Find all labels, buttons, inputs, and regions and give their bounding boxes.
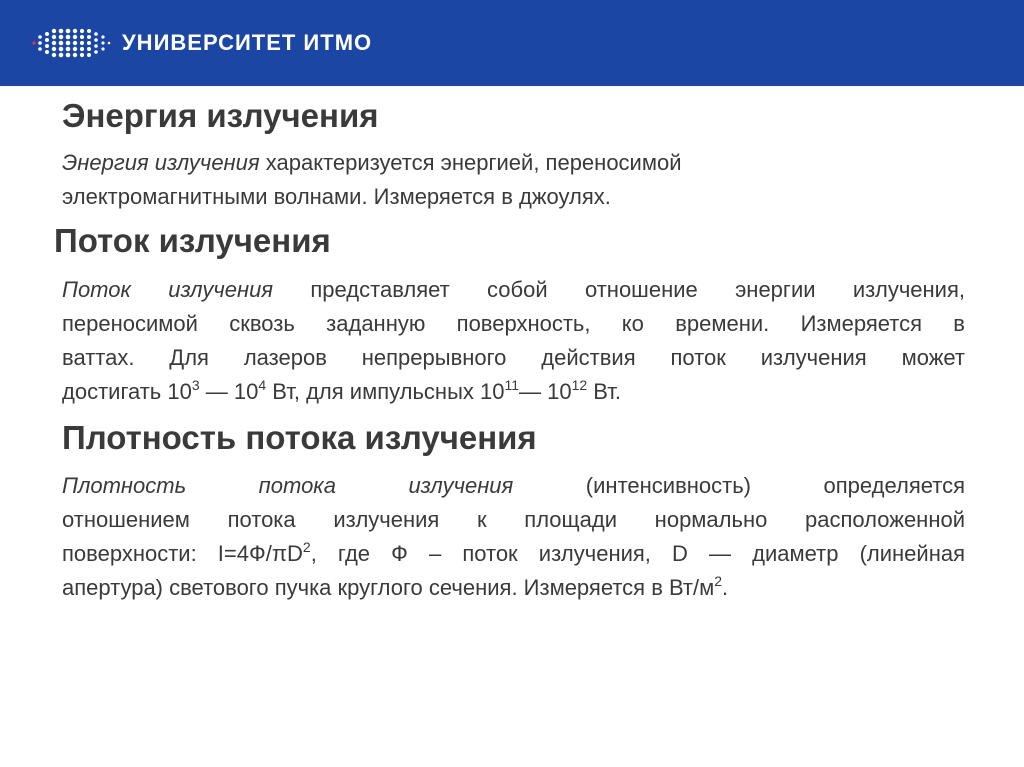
header-bar <box>0 0 1024 86</box>
heading-radiation-flux-density: Плотность потока излучения <box>62 419 537 456</box>
term-radiation-flux-density: Плотность потока излучения <box>62 473 514 498</box>
heading-radiation-energy: Энергия излучения <box>62 97 379 134</box>
term-radiation-flux: Поток излучения <box>62 277 274 302</box>
logo-text: УНИВЕРСИТЕТ ИТМО <box>122 30 373 55</box>
heading-radiation-flux: Поток излучения <box>54 222 331 259</box>
paragraph-radiation-energy: Энергия излучения характеризуется энергией, переносимой электромагнитными волнами. Измеряется в джоулях. <box>62 150 682 209</box>
paragraph-radiation-flux-density: Плотность потока излучения (интенсивность) определяется отношением потока излучения к площади нормально расположенной поверхности: $I=4Ф/\pi D^2$, где Ф – поток излучения, D — диаметр (линейная апертура) светового пучка круглого сечения. Измеряется в $Вт/м^2$. <box>62 473 965 600</box>
paragraph-radiation-flux: Поток излучения представляет собой отношение энергии излучения, переносимой сквозь заданную поверхность, ко времени. Измеряется в ваттах. Для лазеров непрерывного действия поток излучения может достигать $10^3$ — $10^4$ Вт, для импульсных $10^{11}—$ $10^{12}$ Вт. <box>62 277 965 404</box>
dotted-logo-icon <box>30 25 112 61</box>
term-radiation-energy: Энергия излучения <box>62 150 260 175</box>
